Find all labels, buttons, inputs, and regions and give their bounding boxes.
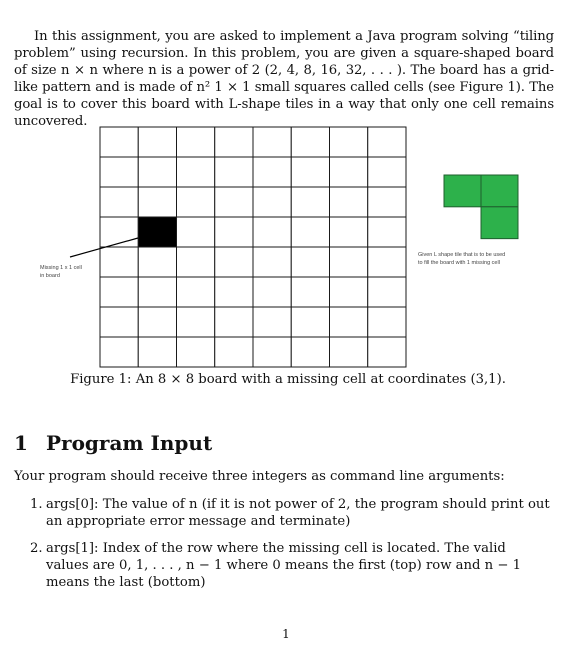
board-cell xyxy=(177,277,215,307)
page-number: 1 xyxy=(282,627,290,641)
missing-cell-label-line2: in board xyxy=(40,273,60,279)
board-cell xyxy=(291,337,329,367)
board-cell xyxy=(330,187,368,217)
section-heading xyxy=(14,431,212,455)
board-cell xyxy=(177,307,215,337)
list-text: args[0]: The value of n (if it is not power of 2, the program should print out an appropriate error message and terminate) xyxy=(46,497,550,529)
board-cell xyxy=(291,157,329,187)
board-cell xyxy=(177,217,215,247)
board-cell xyxy=(330,217,368,247)
board-cell xyxy=(215,277,253,307)
board-cell xyxy=(177,157,215,187)
board-cell xyxy=(215,337,253,367)
section-intro: Your program should receive three integers as command line arguments: xyxy=(14,469,505,484)
board-cell xyxy=(291,217,329,247)
board-cell xyxy=(253,247,291,277)
board-cell xyxy=(253,277,291,307)
l-shape-tile xyxy=(444,175,518,239)
tile-square xyxy=(481,175,518,207)
board-cell xyxy=(368,127,406,157)
board-cell xyxy=(215,217,253,247)
list-marker: 1. xyxy=(30,497,43,512)
board-cell xyxy=(253,187,291,217)
board-cell xyxy=(215,157,253,187)
board-cell xyxy=(138,127,176,157)
board-cell xyxy=(330,247,368,277)
section-title: Program Input xyxy=(46,431,213,455)
board-cell xyxy=(368,217,406,247)
board-cell xyxy=(291,127,329,157)
tile-square xyxy=(444,175,481,207)
board-cell xyxy=(253,307,291,337)
list-item xyxy=(30,496,550,530)
section-number: 1 xyxy=(14,431,28,455)
board-cell xyxy=(368,187,406,217)
figure-caption: Figure 1: An 8 × 8 board with a missing cell at coordinates (3,1). xyxy=(70,372,506,387)
board-cell xyxy=(215,307,253,337)
tiling-board xyxy=(100,127,406,367)
tile-label-line1: Given L shape tile that is to be used xyxy=(418,252,506,258)
board-cell xyxy=(291,277,329,307)
board-cell xyxy=(253,217,291,247)
missing-cell xyxy=(138,217,176,247)
board-cell xyxy=(100,277,138,307)
board-cell xyxy=(100,187,138,217)
intro-paragraph: In this assignment, you are asked to implement a Java program solving “tiling problem” using recursion. In this problem, you are given a square-shaped board of size n × n where n is a power of 2 (2, 4, 8, 16, 32, . . . ). The board has a grid-like pattern and is made of n² 1 × 1 small squares called cells (see Figure 1). The goal is to cover this board with L-shape tiles in a way that only one cell remains uncovered. xyxy=(14,29,554,129)
tile-square xyxy=(481,207,518,239)
board-cell xyxy=(100,307,138,337)
board-cell xyxy=(177,187,215,217)
board-cell xyxy=(291,307,329,337)
board-cell xyxy=(368,157,406,187)
board-cell xyxy=(177,247,215,277)
board-cell xyxy=(215,247,253,277)
board-cell xyxy=(368,307,406,337)
board-cell xyxy=(177,127,215,157)
board-cell xyxy=(138,277,176,307)
board-cell xyxy=(330,277,368,307)
board-cell xyxy=(138,157,176,187)
board-cell xyxy=(253,337,291,367)
board-cell xyxy=(368,337,406,367)
board-cell xyxy=(177,337,215,367)
board-cell xyxy=(100,127,138,157)
tile-label-line2: to fill the board with 1 missing cell xyxy=(418,260,500,266)
board-cell xyxy=(100,247,138,277)
board-cell xyxy=(291,247,329,277)
board-cell xyxy=(138,247,176,277)
list-text: args[1]: Index of the row where the missing cell is located. The valid values are 0, 1, . . . , n − 1 where 0 means the first (top) row and n − 1 means the last (bottom) xyxy=(46,541,521,590)
missing-cell-label-line1: Missing 1 x 1 cell xyxy=(40,265,82,271)
board-cell xyxy=(138,307,176,337)
list-item xyxy=(30,540,550,591)
board-cell xyxy=(138,187,176,217)
board-cell xyxy=(100,217,138,247)
board-cell xyxy=(330,337,368,367)
board-cell xyxy=(215,187,253,217)
board-cell xyxy=(215,127,253,157)
board-cell xyxy=(138,337,176,367)
board-cell xyxy=(100,337,138,367)
board-cell xyxy=(330,157,368,187)
board-cell xyxy=(100,157,138,187)
board-cell xyxy=(253,157,291,187)
board-cell xyxy=(368,277,406,307)
board-cell xyxy=(291,187,329,217)
board-cell xyxy=(253,127,291,157)
board-cell xyxy=(368,247,406,277)
board-cell xyxy=(330,307,368,337)
list-marker: 2. xyxy=(30,541,43,556)
board-cell xyxy=(330,127,368,157)
